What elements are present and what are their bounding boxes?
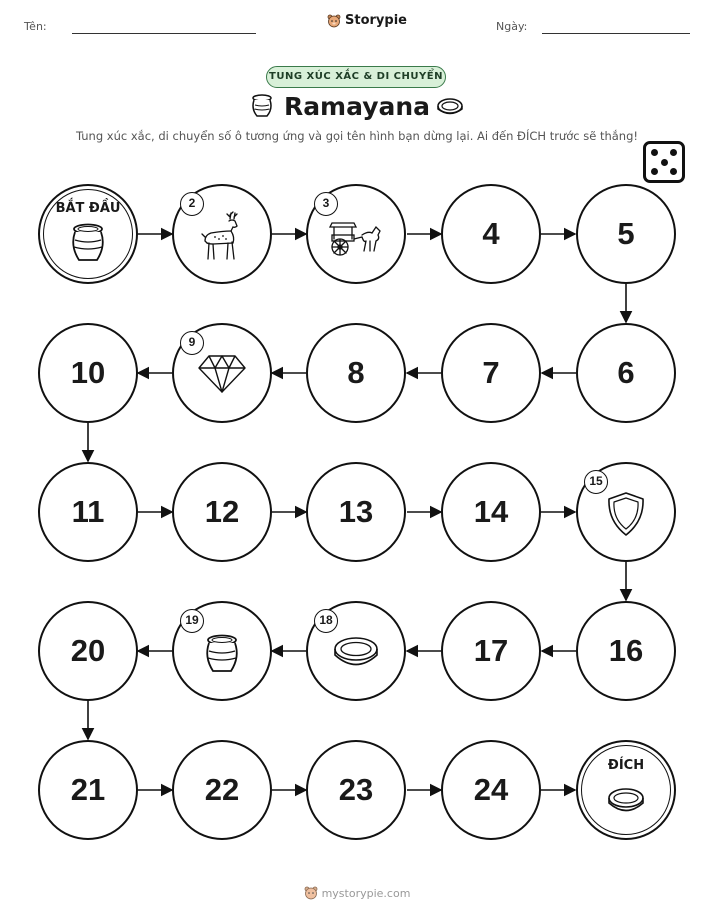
cell-number-badge: 2: [180, 192, 204, 216]
cell-3[interactable]: [306, 184, 406, 284]
finish-cell[interactable]: [576, 740, 676, 840]
cell-number: 4: [482, 216, 500, 251]
cell-20[interactable]: [38, 601, 138, 701]
cell-24[interactable]: [441, 740, 541, 840]
cell-number: 7: [482, 355, 500, 390]
cell-number: 16: [608, 633, 644, 668]
cell-number-badge: 3: [314, 192, 338, 216]
cell-number: 12: [204, 494, 240, 529]
cell-number: 8: [347, 355, 365, 390]
date-label: Ngày:: [496, 20, 528, 33]
cell-19[interactable]: [172, 601, 272, 701]
cell-12[interactable]: [172, 462, 272, 562]
cell-23[interactable]: [306, 740, 406, 840]
storypie-bear-icon: [304, 886, 318, 900]
cell-number: 24: [473, 772, 509, 807]
cell-14[interactable]: [441, 462, 541, 562]
cell-11[interactable]: [38, 462, 138, 562]
diamond-icon: [197, 352, 247, 394]
cell-number-badge: 19: [180, 609, 204, 633]
cell-number-badge: 15: [584, 470, 608, 494]
cell-number: 11: [71, 494, 105, 529]
page-title: Ramayana: [283, 92, 431, 121]
ring-icon: [606, 786, 646, 816]
cell-number-badge: 18: [314, 609, 338, 633]
shield-icon: [606, 491, 646, 537]
chariot-icon: [328, 217, 384, 257]
cell-7[interactable]: [441, 323, 541, 423]
cell-number: 10: [70, 355, 106, 390]
cell-number: 5: [617, 216, 635, 251]
cell-21[interactable]: [38, 740, 138, 840]
brand-name: Storypie: [345, 13, 407, 28]
cell-10[interactable]: [38, 323, 138, 423]
cell-number-badge: 9: [180, 331, 204, 355]
cell-16[interactable]: [576, 601, 676, 701]
deer-icon: [197, 209, 247, 263]
cell-number: 14: [473, 494, 509, 529]
cell-8[interactable]: [306, 323, 406, 423]
cell-number: 23: [338, 772, 374, 807]
cell-number: 6: [617, 355, 635, 390]
name-label: Tên:: [24, 20, 47, 33]
cell-4[interactable]: [441, 184, 541, 284]
cell-number: 21: [70, 772, 106, 807]
pot-icon: [67, 222, 109, 264]
start-cell[interactable]: [38, 184, 138, 284]
finish-label: ĐÍCH: [607, 758, 645, 773]
cell-number: 22: [204, 772, 240, 807]
footer: [0, 886, 714, 900]
instructions: Tung xúc xắc, di chuyển số ô tương ứng và gọi tên hình bạn dừng lại. Ai đến ĐÍCH trước sẽ thắng!: [75, 129, 639, 143]
cell-5[interactable]: [576, 184, 676, 284]
cell-17[interactable]: [441, 601, 541, 701]
cell-15[interactable]: [576, 462, 676, 562]
start-label: BẮT ĐẦU: [55, 201, 121, 216]
activity-pill: TUNG XÚC XẮC & DI CHUYỂN: [266, 66, 446, 88]
cell-2[interactable]: [172, 184, 272, 284]
pot-icon: [201, 633, 243, 675]
footer-url[interactable]: mystorypie.com: [321, 886, 411, 900]
cell-18[interactable]: [306, 601, 406, 701]
cell-13[interactable]: [306, 462, 406, 562]
cell-number: 13: [338, 494, 374, 529]
cell-number: 17: [473, 633, 509, 668]
cell-number: 20: [70, 633, 106, 668]
cell-6[interactable]: [576, 323, 676, 423]
ring-icon: [331, 634, 381, 672]
cell-22[interactable]: [172, 740, 272, 840]
cell-9[interactable]: [172, 323, 272, 423]
